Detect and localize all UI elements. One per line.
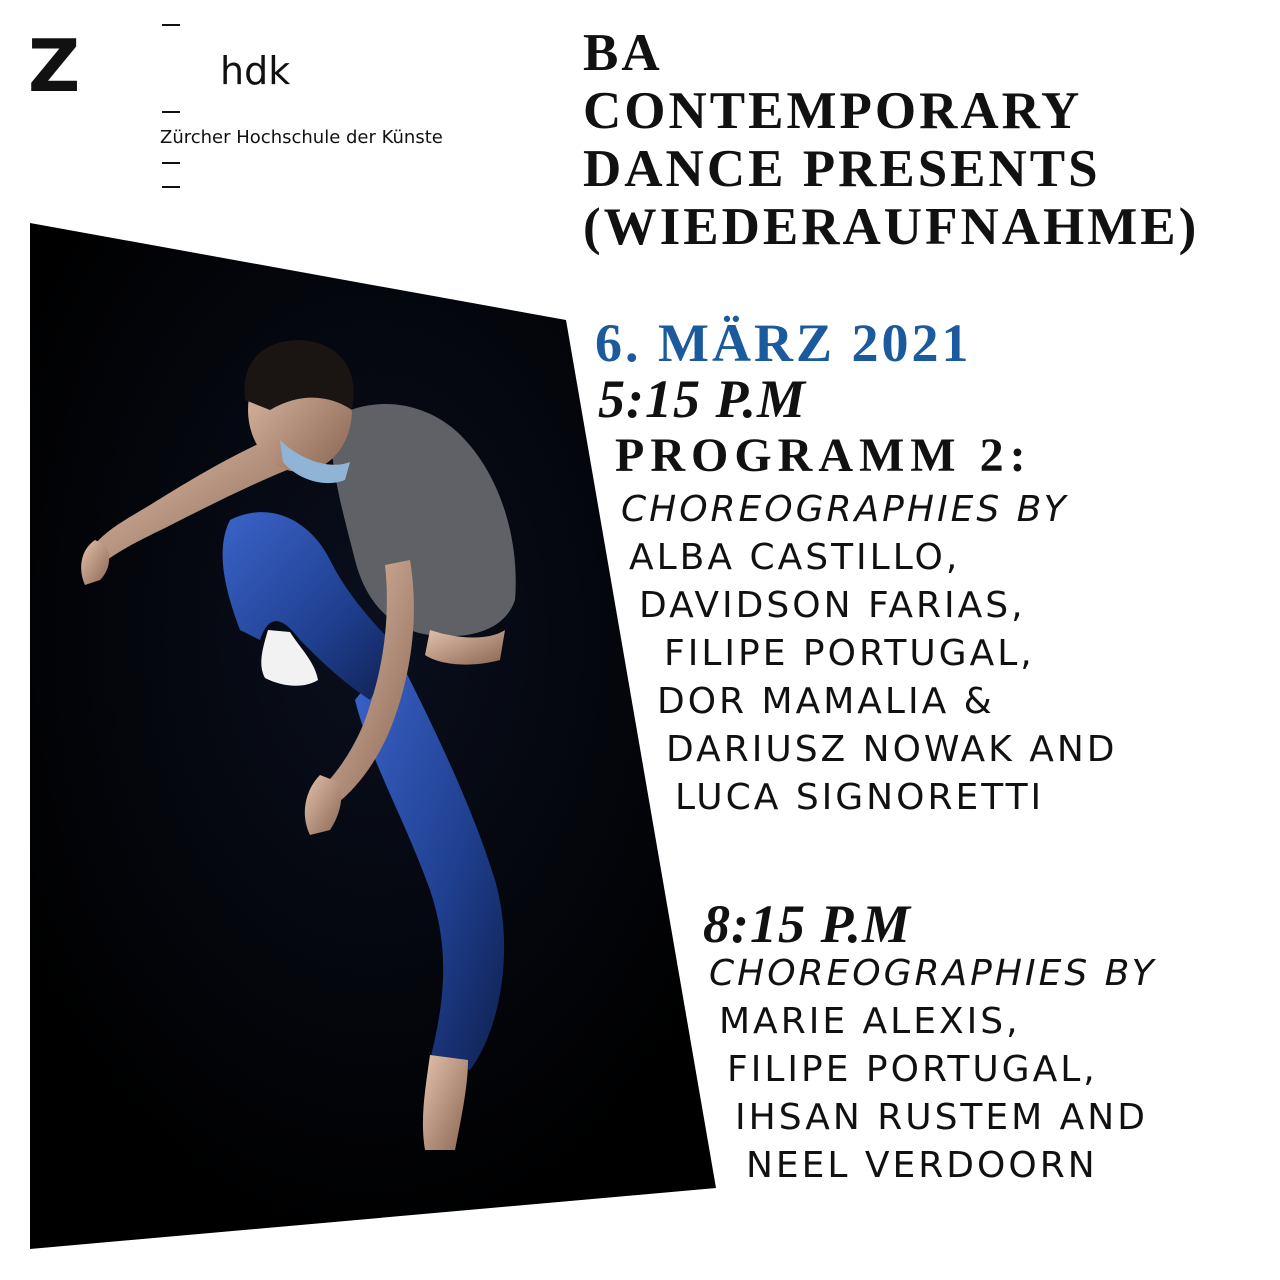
choreographer-name: IHSAN RUSTEM AND	[735, 1097, 1148, 1138]
choreographer-name: NEEL VERDOORN	[746, 1145, 1098, 1186]
title-line: (WIEDERAUFNAHME)	[583, 198, 1200, 256]
choreographer-name: DOR MAMALIA &	[657, 681, 995, 722]
title-line: DANCE PRESENTS	[583, 140, 1101, 198]
show1-credits	[621, 486, 1118, 822]
choreographer-name: DARIUSZ NOWAK AND	[666, 729, 1118, 770]
zhdk-logo-mark: Z	[28, 24, 81, 108]
logo-dash	[162, 162, 180, 164]
institution-name: Zürcher Hochschule der Künste	[160, 127, 443, 148]
show1-time: 5:15 P.M	[598, 369, 807, 429]
hdk-wordmark: hdk	[220, 49, 291, 93]
logo-dash	[162, 186, 180, 188]
event-date: 6. MÄRZ 2021	[595, 313, 972, 373]
choreographer-name: DAVIDSON FARIAS,	[639, 585, 1026, 626]
show2-intro: CHOREOGRAPHIES BY	[709, 953, 1157, 994]
logo-dash	[162, 24, 180, 26]
choreographer-name: ALBA CASTILLO,	[629, 537, 961, 578]
show1-intro: CHOREOGRAPHIES BY	[621, 489, 1069, 530]
choreographer-name: MARIE ALEXIS,	[719, 1001, 1021, 1042]
choreographer-name: LUCA SIGNORETTI	[675, 777, 1045, 818]
show2-credits	[709, 950, 1157, 1190]
choreographer-name: FILIPE PORTUGAL,	[727, 1049, 1098, 1090]
show2-time: 8:15 P.M	[703, 894, 912, 954]
show1-program: PROGRAMM 2:	[615, 429, 1032, 482]
title-line: CONTEMPORARY	[583, 82, 1083, 140]
poster-title	[583, 24, 1199, 256]
title-line: BA	[583, 24, 663, 82]
logo-dash	[162, 111, 180, 113]
choreographer-name: FILIPE PORTUGAL,	[664, 633, 1035, 674]
